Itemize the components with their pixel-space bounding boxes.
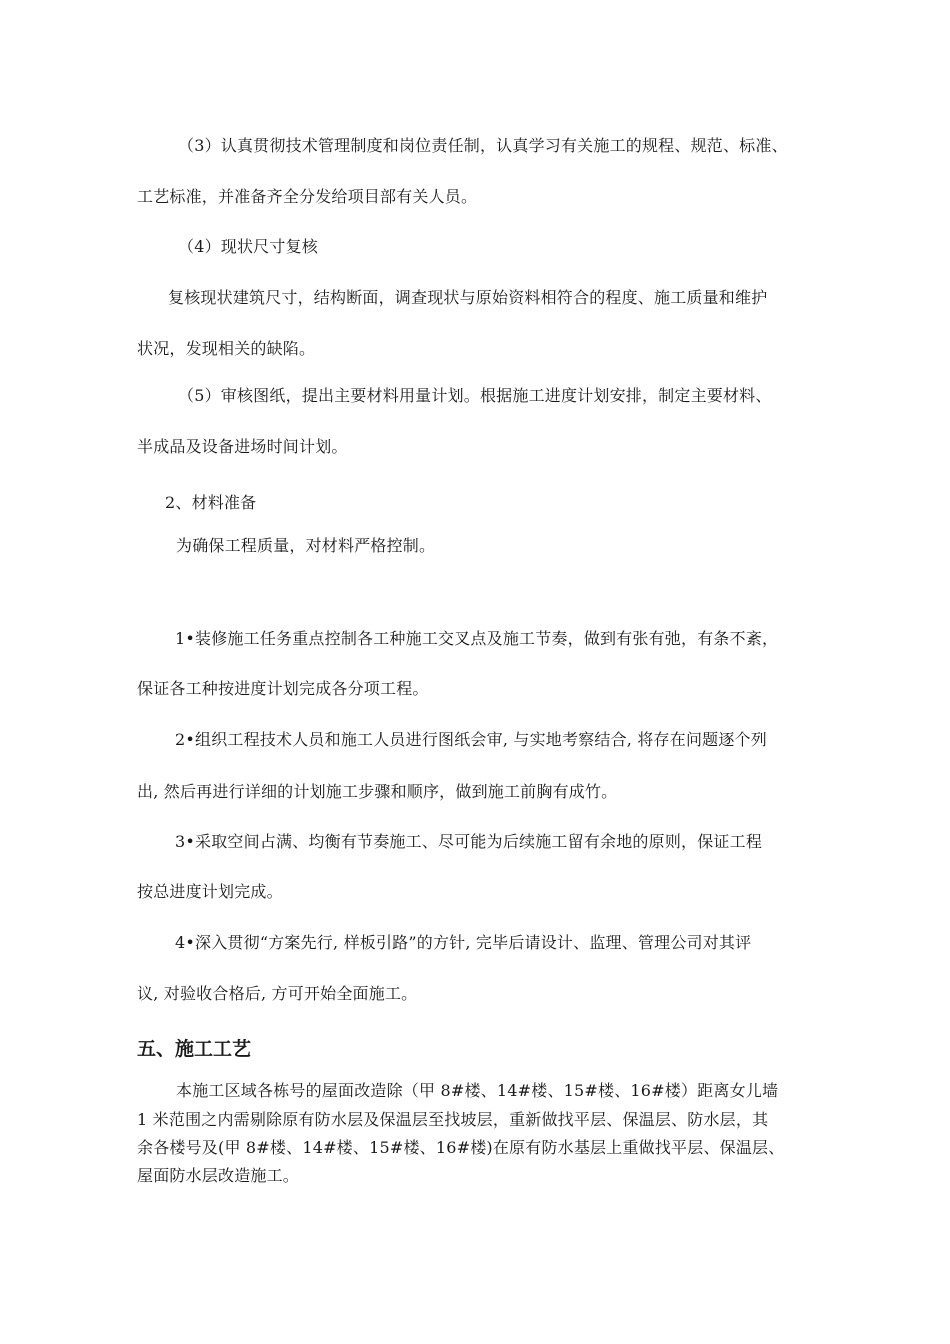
paragraph-4-line-1: 复核现状建筑尺寸，结构断面，调查现状与原始资料相符合的程度、施工质量和维护	[168, 288, 768, 307]
material-prep-text: 为确保工程质量，对材料严格控制。	[176, 536, 436, 555]
paragraph-3-line-2: 工艺标准，并准备齐全分发给项目部有关人员。	[137, 187, 478, 206]
item-2-line-1: 2•组织工程技术人员和施工人员进行图纸会审, 与实地考察结合, 将存在问题逐个列	[175, 730, 767, 749]
item-1-line-2: 保证各工种按进度计划完成各分项工程。	[137, 679, 429, 698]
material-prep-title: 2、材料准备	[165, 493, 257, 512]
section-5-line-2: 1 米范围之内需剔除原有防水层及保温层至找坡层，重新做找平层、保温层、防水层，其	[137, 1110, 769, 1129]
item-3-line-1: 3•采取空间占满、均衡有节奏施工、尽可能为后续施工留有余地的原则，保证工程	[175, 832, 763, 851]
item-1-line-1: 1•装修施工任务重点控制各工种施工交叉点及施工节奏，做到有张有弛，有条不紊，	[175, 629, 779, 648]
item-4-line-2: 议, 对验收合格后, 方可开始全面施工。	[137, 984, 418, 1003]
paragraph-5-line-2: 半成品及设备进场时间计划。	[137, 437, 348, 456]
item-4-line-1: 4•深入贯彻“方案先行, 样板引路”的方针, 完毕后请设计、监理、管理公司对其评	[175, 933, 752, 952]
paragraph-4-title: （4）现状尺寸复核	[178, 237, 318, 256]
paragraph-3-line-1: （3）认真贯彻技术管理制度和岗位责任制，认真学习有关施工的规程、规范、标准、	[178, 136, 788, 155]
paragraph-4-line-2: 状况，发现相关的缺陷。	[137, 339, 316, 358]
item-2-line-2: 出, 然后再进行详细的计划施工步骤和顺序，做到施工前胸有成竹。	[137, 782, 618, 801]
section-5-line-4: 屋面防水层改造施工。	[137, 1166, 300, 1185]
section-5-line-1: 本施工区域各栋号的屋面改造除（甲 8#楼、14#楼、15#楼、16#楼）距离女儿墙	[176, 1081, 779, 1100]
paragraph-5-line-1: （5）审核图纸，提出主要材料用量计划。根据施工进度计划安排，制定主要材料、	[178, 386, 772, 405]
item-3-line-2: 按总进度计划完成。	[137, 882, 283, 901]
section-heading: 五、施工工艺	[137, 1038, 252, 1060]
section-5-line-3: 余各楼号及(甲 8#楼、14#楼、15#楼、16#楼)在原有防水基层上重做找平层、保温层、	[137, 1138, 785, 1157]
